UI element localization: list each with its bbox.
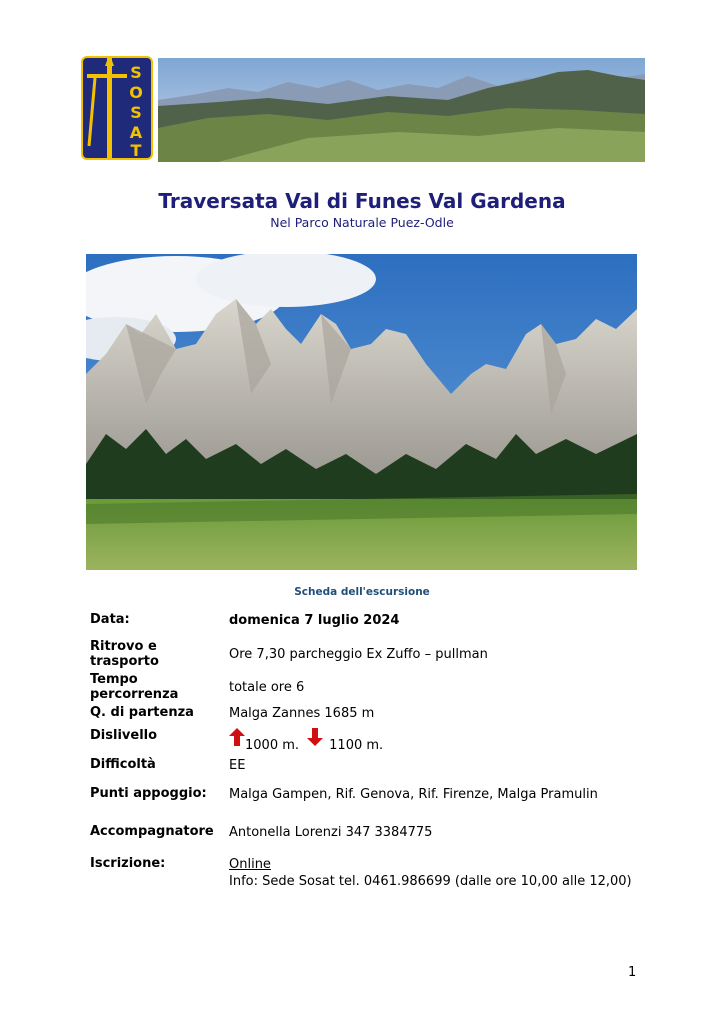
sosat-logo xyxy=(81,56,153,160)
svg-text:T: T xyxy=(130,141,142,160)
accompagnatore-label: Accompagnatore xyxy=(90,824,214,839)
tempo-label xyxy=(90,672,220,702)
mountain-photo xyxy=(86,254,637,570)
difficolta-value: EE xyxy=(229,758,246,773)
page-number: 1 xyxy=(628,965,637,980)
iscrizione-value xyxy=(229,856,649,890)
ritrovo-label xyxy=(90,639,220,669)
partenza-label: Q. di partenza xyxy=(90,705,194,720)
dislivello-label: Dislivello xyxy=(90,728,158,743)
iscrizione-info: Info: Sede Sosat tel. 0461.986699 (dalle ore 10,00 alle 12,00) xyxy=(229,874,632,889)
svg-text:A: A xyxy=(129,123,143,142)
section-title: Scheda dell'escursione xyxy=(294,586,430,598)
partenza-value: Malga Zannes 1685 m xyxy=(229,706,375,721)
accompagnatore-value: Antonella Lorenzi 347 3384775 xyxy=(229,825,433,840)
svg-text:O: O xyxy=(129,83,143,102)
page-subtitle: Nel Parco Naturale Puez-Odle xyxy=(270,215,454,230)
punti-value: Malga Gampen, Rif. Genova, Rif. Firenze, Malga Pramulin xyxy=(229,787,598,802)
online-link[interactable]: Online xyxy=(229,857,271,872)
arrow-up-icon xyxy=(229,728,245,751)
tempo-value: totale ore 6 xyxy=(229,680,305,695)
punti-label: Punti appoggio: xyxy=(90,786,207,801)
dislivello-value xyxy=(229,728,649,751)
ritrovo-value: Ore 7,30 parcheggio Ex Zuffo – pullman xyxy=(229,647,488,662)
svg-text:S: S xyxy=(130,103,142,122)
tempo-label-line1: Tempo xyxy=(90,672,138,687)
page-title: Traversata Val di Funes Val Gardena xyxy=(158,189,566,213)
data-label: Data: xyxy=(90,612,130,627)
ritrovo-label-line2: trasporto xyxy=(90,654,159,669)
header-banner-image xyxy=(158,58,645,162)
tempo-label-line2: percorrenza xyxy=(90,687,179,702)
dislivello-up-value: 1000 m. xyxy=(245,738,300,753)
ritrovo-label-line1: Ritrovo e xyxy=(90,639,157,654)
difficolta-label: Difficoltà xyxy=(90,757,156,772)
data-value: domenica 7 luglio 2024 xyxy=(229,613,400,628)
iscrizione-label: Iscrizione: xyxy=(90,856,166,871)
dislivello-down-value: 1100 m. xyxy=(329,738,384,753)
svg-text:S: S xyxy=(130,63,142,82)
arrow-down-icon xyxy=(307,728,323,751)
